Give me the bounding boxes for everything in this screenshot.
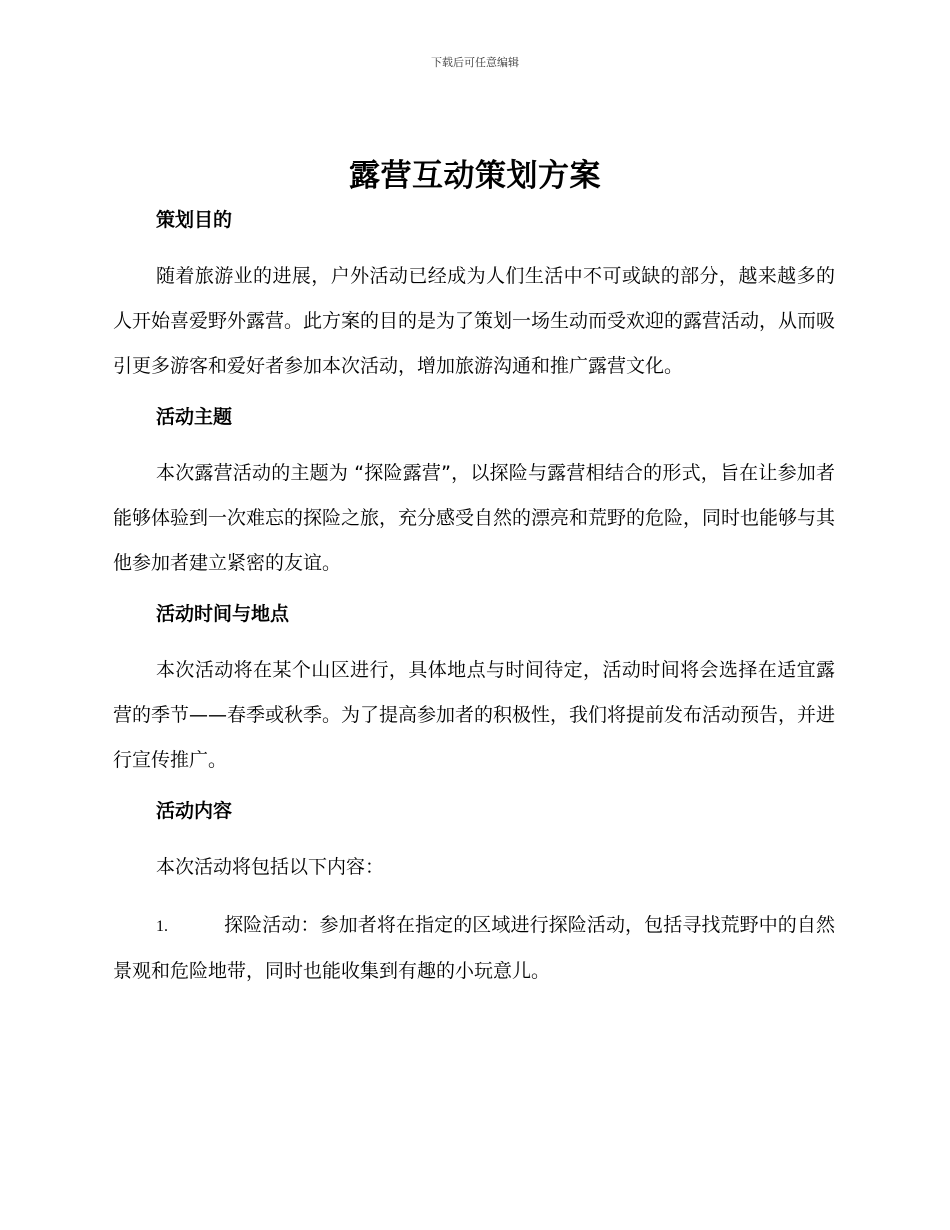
section-heading-time-location: 活动时间与地点 <box>156 603 290 625</box>
header-note: 下载后可任意编辑 <box>431 56 519 69</box>
section-heading-theme: 活动主题 <box>156 406 233 428</box>
section-paragraph-time-location: 本次活动将在某个山区进行，具体地点与时间待定，活动时间将会选择在适宜露营的季节——春季或秋季。为了提高参加者的积极性，我们将提前发布活动预告，并进行宣传推广。 <box>113 659 836 771</box>
document-title: 露营互动策划方案 <box>349 158 601 194</box>
list-item-text: 探险活动：参加者将在指定的区域进行探险活动，包括寻找荒野中的自然景观和危险地带，同时也能收集到有趣的小玩意儿。 <box>113 914 835 982</box>
section-heading-content: 活动内容 <box>156 800 233 822</box>
section-paragraph-purpose: 随着旅游业的进展，户外活动已经成为人们生活中不可或缺的部分，越来越多的人开始喜爱野外露营。此方案的目的是为了策划一场生动而受欢迎的露营活动，从而吸引更多游客和爱好者参加本次活动，增加旅游沟通和推广露营文化。 <box>113 265 836 377</box>
list-item <box>113 903 835 994</box>
section-heading-purpose: 策划目的 <box>156 209 233 231</box>
list-item-number: 1. <box>156 918 168 935</box>
document-body <box>113 205 835 994</box>
section-paragraph-theme: 本次露营活动的主题为 “探险露营”，以探险与露营相结合的形式，旨在让参加者能够体验到一次难忘的探险之旅，充分感受自然的漂亮和荒野的危险，同时也能够与其他参加者建立紧密的友谊。 <box>113 462 836 574</box>
section-paragraph-content: 本次活动将包括以下内容： <box>156 856 385 878</box>
